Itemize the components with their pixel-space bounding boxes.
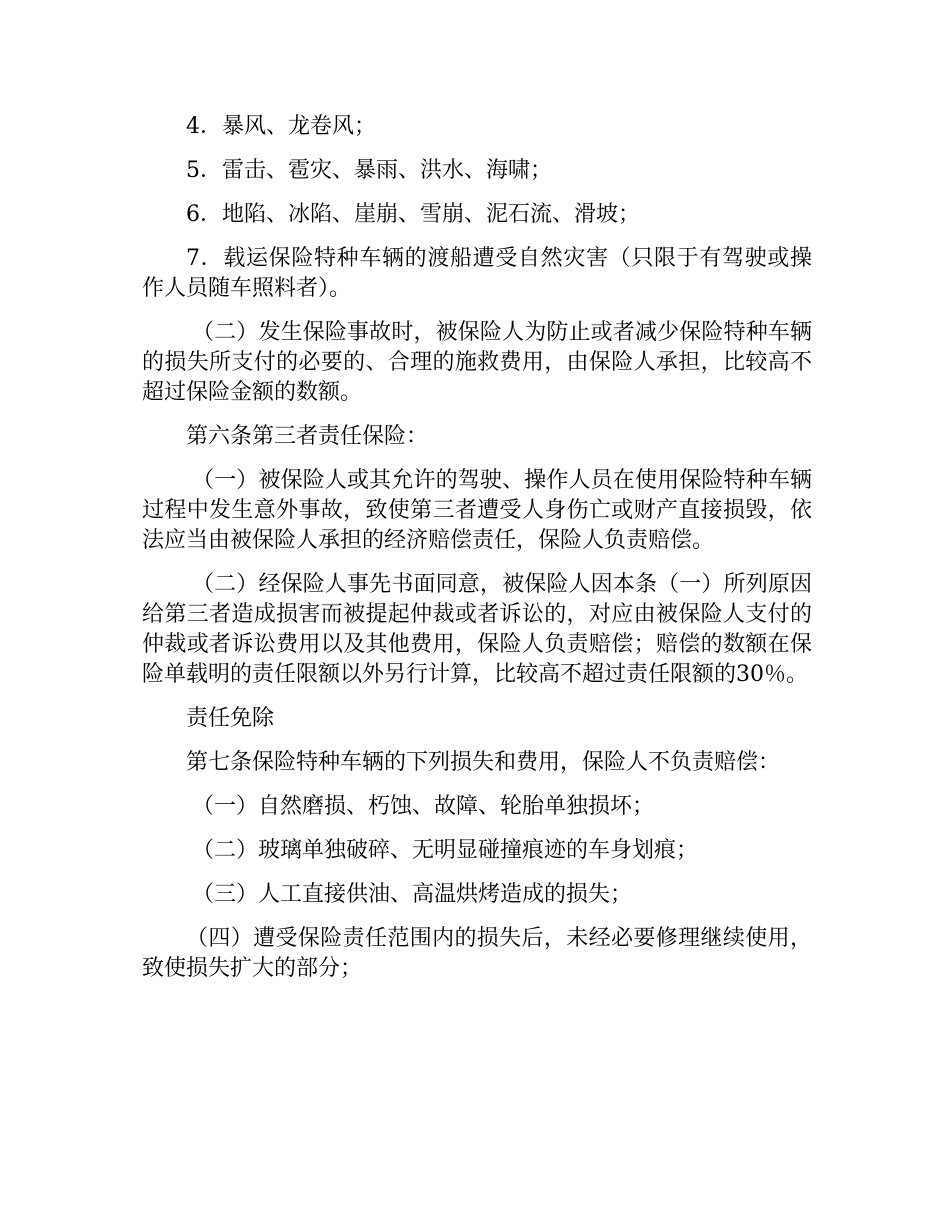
paragraph-item-7: 7．载运保险特种车辆的渡船遭受自然灾害（只限于有驾驶或操作人员随车照料者）。 [142, 246, 812, 301]
paragraph-item-6: 6．地陷、冰陷、崖崩、雪崩、泥石流、滑坡； [186, 202, 640, 227]
paragraph-item-4: 4．暴风、龙卷风； [186, 114, 376, 139]
exclusion-item-1: （一）自然磨损、朽蚀、故障、轮胎单独损坏； [192, 794, 655, 819]
exclusion-item-3: （三）人工直接供油、高温烘烤造成的损失； [192, 882, 633, 907]
paragraph-third-party-1: （一）被保险人或其允许的驾驶、操作人员在使用保险特种车辆过程中发生意外事故，致使第三者遭受人身伤亡或财产直接损毁，依法应当由被保险人承担的经济赔偿责任，保险人负责赔偿。 [142, 468, 812, 553]
exclusions-heading: 责任免除 [186, 706, 275, 731]
paragraph-rescue-costs: （二）发生保险事故时，被保险人为防止或者减少保险特种车辆的损失所支付的必要的、合理的施救费用，由保险人承担，比较高不超过保险金额的数额。 [142, 320, 812, 405]
exclusion-item-2: （二）玻璃单独破碎、无明显碰撞痕迹的车身划痕； [192, 838, 699, 863]
document-page [142, 112, 812, 998]
article-6-heading: 第六条第三者责任保险： [186, 424, 429, 449]
paragraph-item-5: 5．雷击、雹灾、暴雨、洪水、海啸； [186, 158, 552, 183]
article-7-heading: 第七条保险特种车辆的下列损失和费用，保险人不负责赔偿： [186, 750, 781, 775]
exclusion-item-4: （四）遭受保险责任范围内的损失后，未经必要修理继续使用，致使损失扩大的部分； [142, 926, 812, 981]
paragraph-third-party-2: （二）经保险人事先书面同意，被保险人因本条（一）所列原因给第三者造成损害而被提起仲裁或者诉讼的，对应由被保险人支付的仲裁或者诉讼费用以及其他费用，保险人负责赔偿；赔偿的数额在保险单载明的责任限额以外另行计算，比较高不超过责任限额的30％。 [142, 572, 812, 687]
